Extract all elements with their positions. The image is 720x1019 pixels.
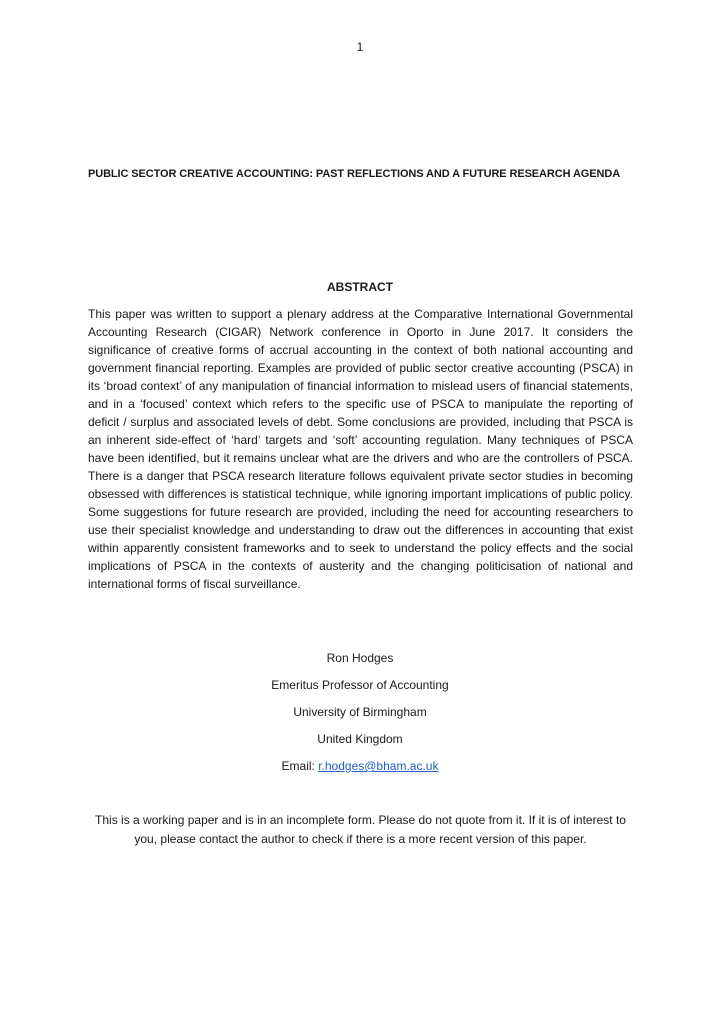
author-institution: University of Birmingham	[293, 705, 427, 719]
author-country: United Kingdom	[317, 732, 403, 746]
author-email-line	[0, 757, 720, 784]
abstract-text: This paper was written to support a plenary address at the Comparative International Governmental Accounting Research (CIGAR) Network conference in Oporto in June 2017. It considers the significance of creative forms of accrual accounting in the context of both national accounting and government financial reporting. Examples are provided of public sector creative accounting (PSCA) in its ‘broad context’ of any manipulation of financial information to mislead users of financial statements, and in a ‘focused’ context which refers to the specific use of PSCA to manipulate the reporting of deficit / surplus and associated levels of debt. Some conclusions are provided, including that PSCA is an inherent side-effect of ‘hard’ targets and ‘soft’ accounting regulation. Many techniques of PSCA have been identified, but it remains unclear what are the drivers and who are the controllers of PSCA. There is a danger that PSCA research literature follows equivalent private sector studies in becoming obsessed with differences is statistical technique, while ignoring important implications of public policy. Some suggestions for future research are provided, including the need for accounting researchers to use their specialist knowledge and understanding to draw out the differences in accounting that exist within apparently consistent frameworks and to seek to understand the policy effects and the social implications of PSCA in the contexts of austerity and the changing politicisation of national and international forms of fiscal surveillance.	[88, 307, 633, 591]
author-position: Emeritus Professor of Accounting	[271, 678, 449, 692]
paper-title: PUBLIC SECTOR CREATIVE ACCOUNTING: PAST REFLECTIONS AND A FUTURE RESEARCH AGENDA	[88, 168, 621, 180]
working-paper-note: This is a working paper and is in an incomplete form. Please do not quote from it. If it is of interest to you, please contact the author to check if there is a more recent version of this paper.	[95, 813, 626, 846]
abstract-heading: ABSTRACT	[327, 280, 393, 294]
author-name: Ron Hodges	[326, 651, 394, 665]
author-block	[0, 649, 720, 784]
page-number: 1	[356, 40, 364, 54]
email-label: Email:	[281, 759, 319, 773]
email-link[interactable]: r.hodges@bham.ac.uk	[318, 759, 439, 773]
